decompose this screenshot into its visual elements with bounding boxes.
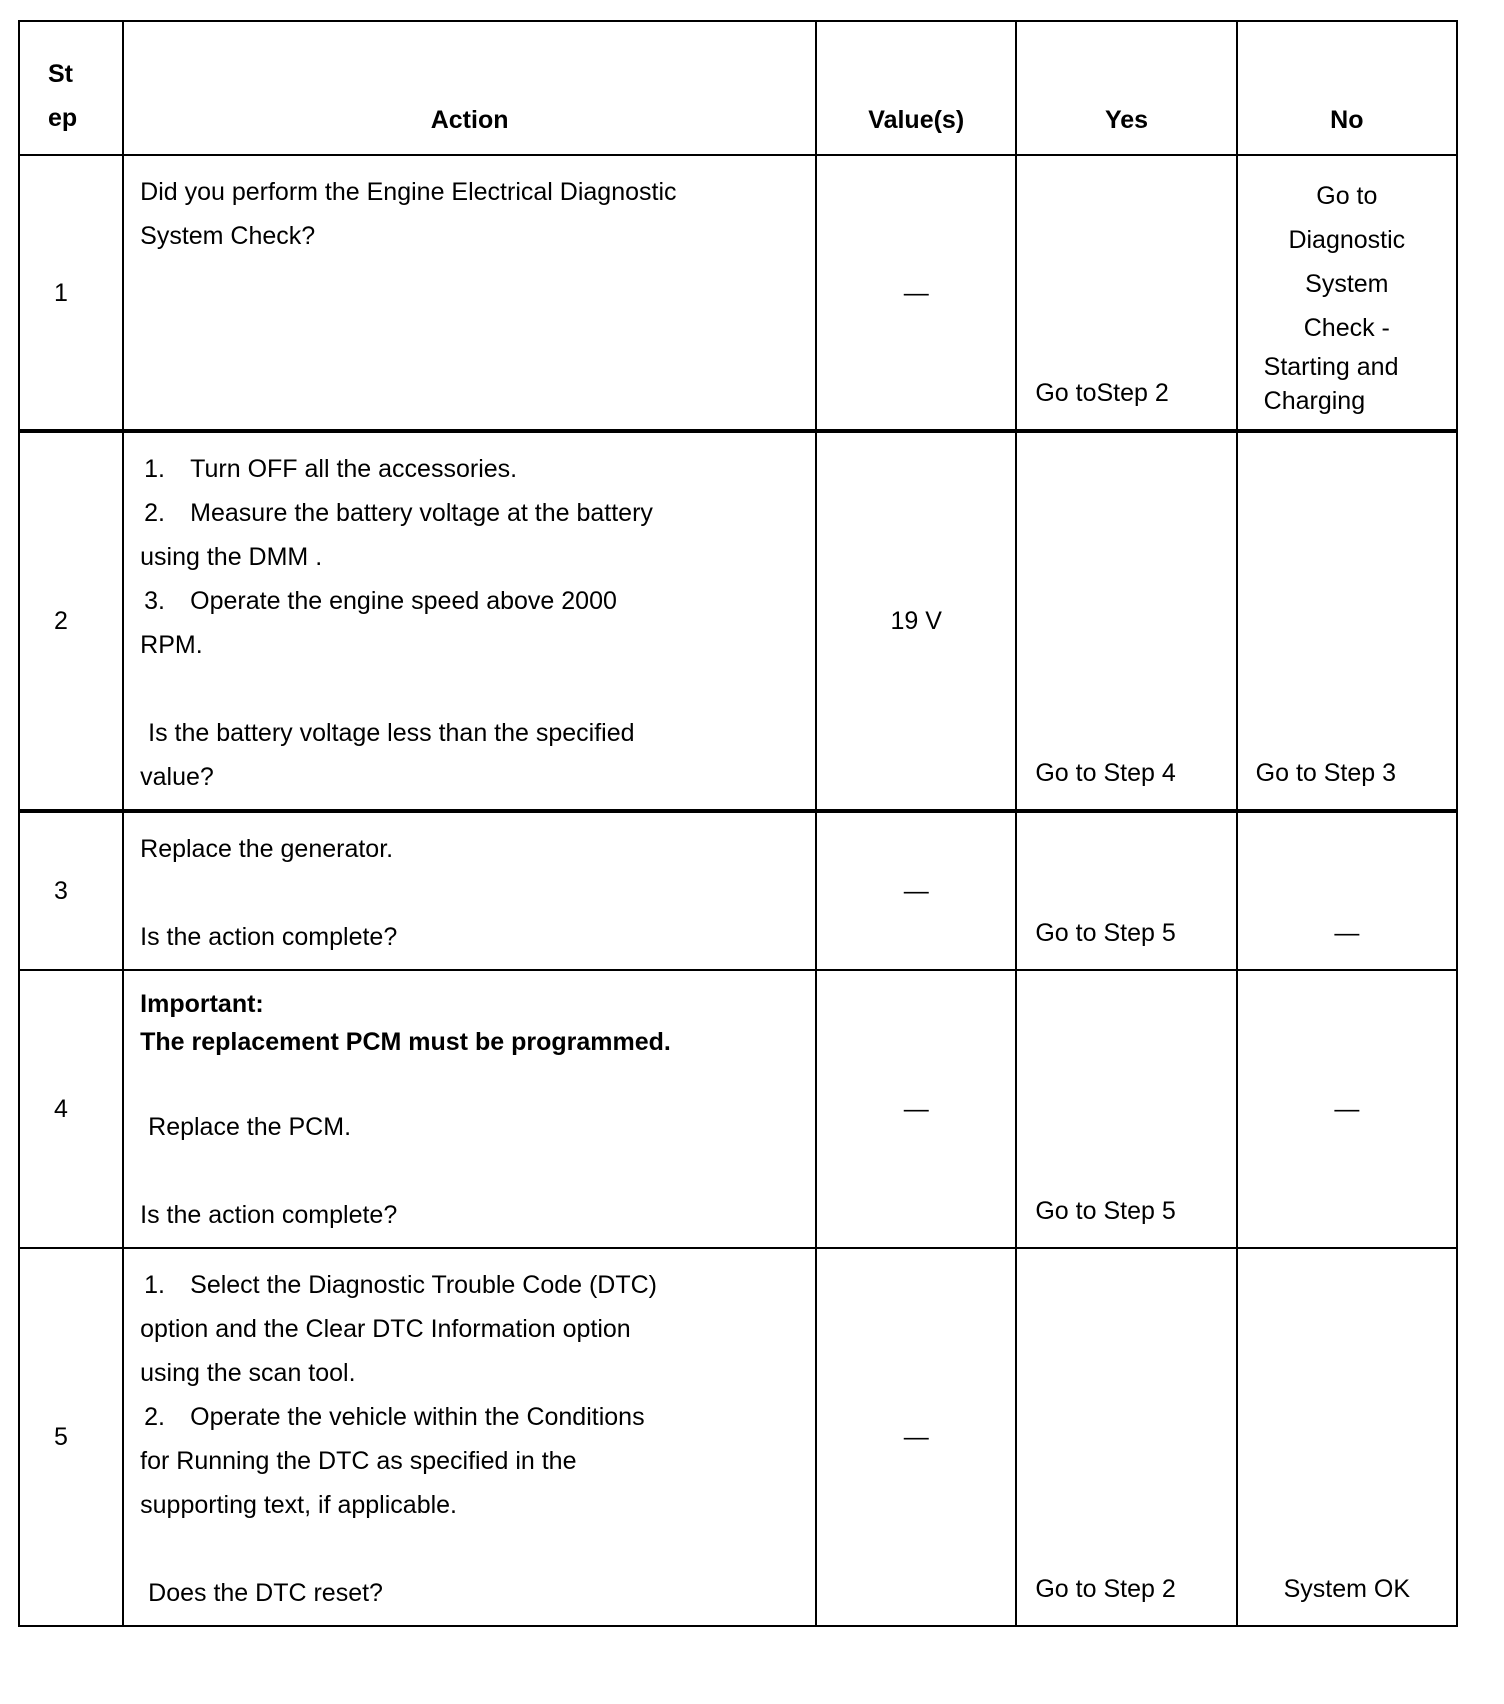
header-yes: Yes [1016, 21, 1236, 155]
table-row [19, 1248, 1457, 1626]
diagnostic-table-page [18, 20, 1458, 1627]
step-number: 5 [19, 1248, 123, 1626]
action-cell: Replace the generator. Is the action complete? [123, 811, 816, 970]
header-step: St ep [19, 21, 123, 155]
important-text: The replacement PCM must be programmed. [140, 1028, 671, 1056]
important-label: Important: [140, 990, 264, 1018]
action-cell: Did you perform the Engine Electrical Diagnostic System Check? [123, 155, 816, 431]
value-cell: 19 V [816, 431, 1016, 811]
yes-cell[interactable]: Go to Step 4 [1016, 431, 1236, 811]
yes-cell[interactable]: Go to Step 5 [1016, 811, 1236, 970]
no-cell: — [1237, 811, 1457, 970]
action-cell: 1. Turn OFF all the accessories. 2. Measure the battery voltage at the battery using the DMM . 3. Operate the engine speed above 2000 RPM. Is the battery voltage less than the specified value? [123, 431, 816, 811]
table-row [19, 970, 1457, 1248]
step-number: 3 [19, 811, 123, 970]
yes-cell[interactable]: Go toStep 2 [1016, 155, 1236, 431]
no-cell: — [1237, 970, 1457, 1248]
value-cell: — [816, 155, 1016, 431]
step-number: 2 [19, 431, 123, 811]
no-cell[interactable]: Go to Diagnostic System Check - Starting and Charging [1237, 155, 1457, 431]
action-cell: 1. Select the Diagnostic Trouble Code (DTC) option and the Clear DTC Information option using the scan tool. 2. Operate the vehicle within the Conditions for Running the DTC as specified in the supporting text, if applicable. Does the DTC reset? [123, 1248, 816, 1626]
yes-cell[interactable]: Go to Step 5 [1016, 970, 1236, 1248]
header-value: Value(s) [816, 21, 1016, 155]
no-cell: System OK [1237, 1248, 1457, 1626]
action-cell: Important: The replacement PCM must be programmed. Replace the PCM. Is the action complete? [123, 970, 816, 1248]
table-row [19, 155, 1457, 431]
yes-cell[interactable]: Go to Step 2 [1016, 1248, 1236, 1626]
step-number: 4 [19, 970, 123, 1248]
no-cell[interactable]: Go to Step 3 [1237, 431, 1457, 811]
table-row [19, 811, 1457, 970]
value-cell: — [816, 1248, 1016, 1626]
value-cell: — [816, 970, 1016, 1248]
table-row [19, 431, 1457, 811]
value-cell: — [816, 811, 1016, 970]
header-action: Action [123, 21, 816, 155]
diagnostic-table [18, 20, 1458, 1627]
header-no: No [1237, 21, 1457, 155]
header-row [19, 21, 1457, 155]
step-number: 1 [19, 155, 123, 431]
